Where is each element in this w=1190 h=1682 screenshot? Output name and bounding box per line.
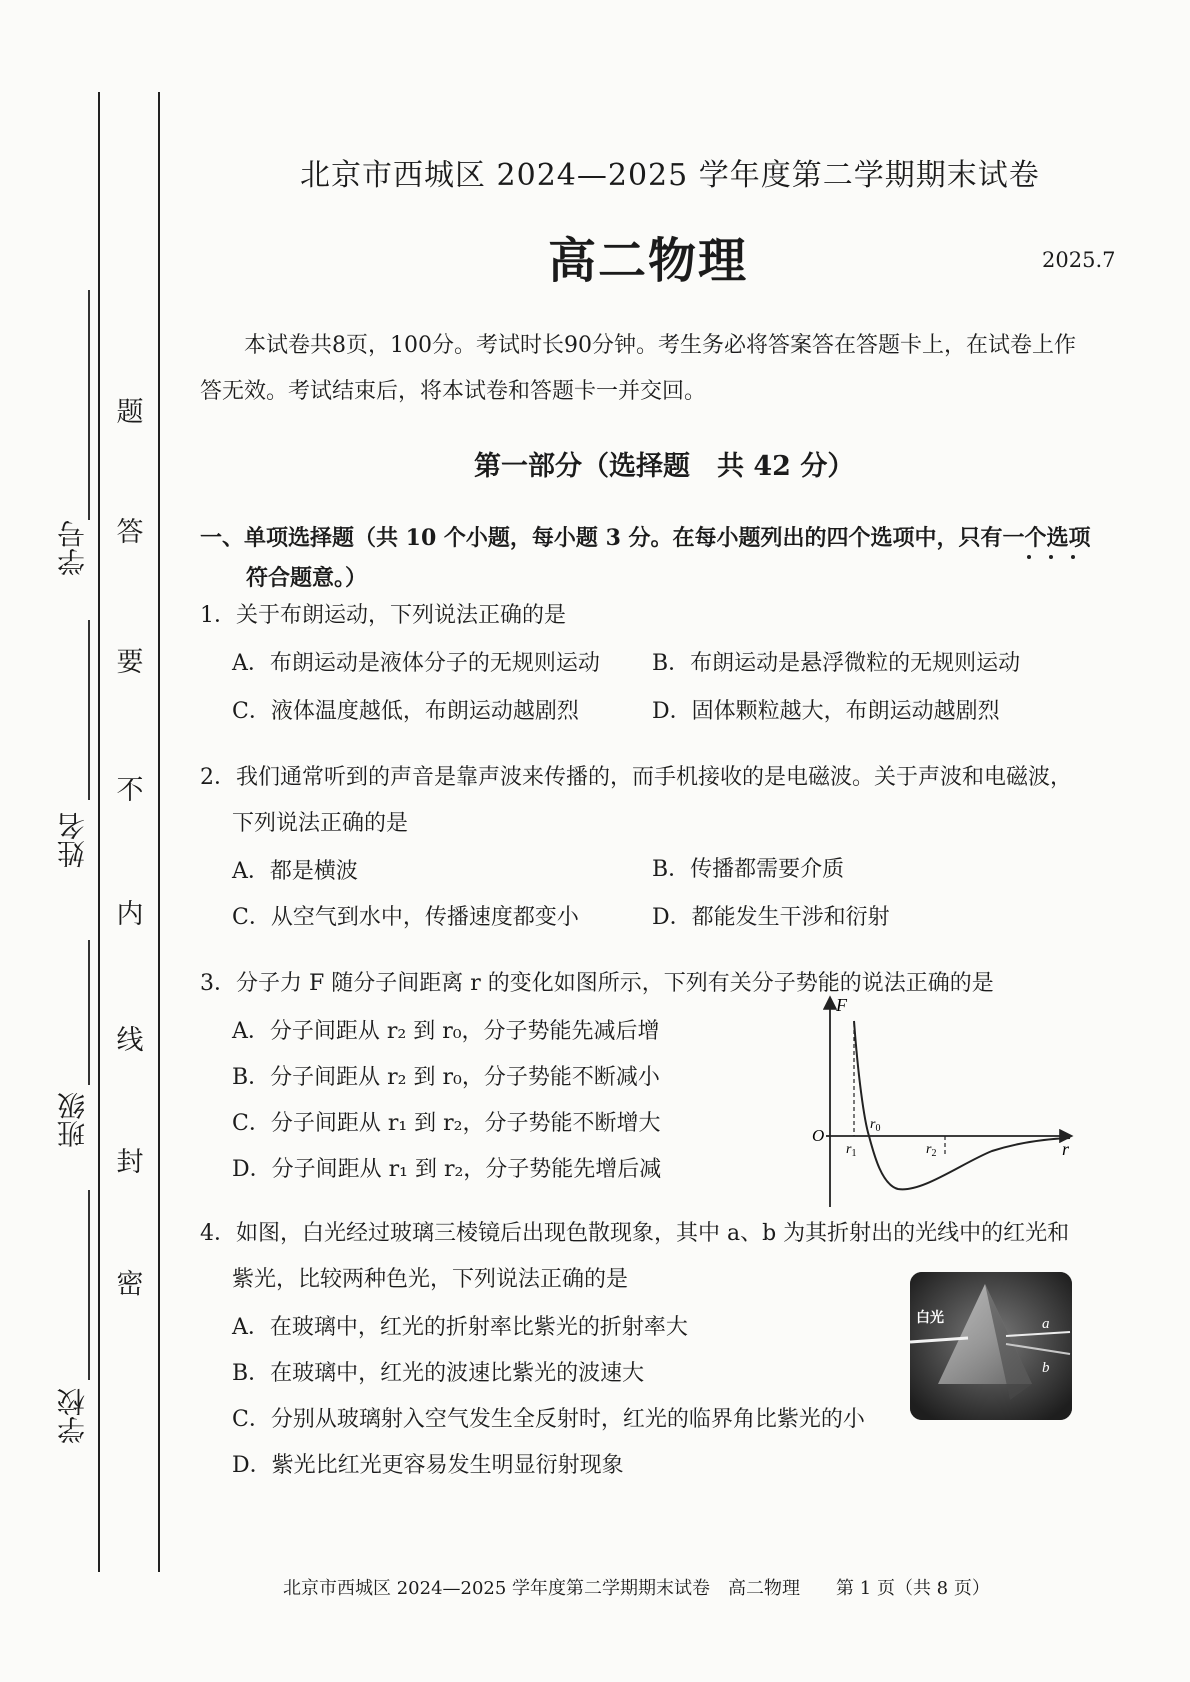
intro-line-2: 答无效。考试结束后，将本试卷和答题卡一并交回。 bbox=[200, 379, 707, 404]
question-4-option-d: D．紫光比红光更容易发生明显衍射现象 bbox=[232, 1453, 624, 1478]
question-3-option-d: D．分子间距从 r₁ 到 r₂，分子势能先增后减 bbox=[232, 1157, 662, 1182]
emphasis-dot bbox=[1027, 555, 1031, 559]
question-3-option-b: B．分子间距从 r₂ 到 r₀，分子势能不断减小 bbox=[232, 1065, 660, 1090]
question-2-stem: 2．我们通常听到的声音是靠声波来传播的，而手机接收的是电磁波。关于声波和电磁波， bbox=[200, 765, 1073, 790]
section-title: 第一部分（选择题 共 42 分） bbox=[474, 451, 855, 482]
seal-char-xian: 线 bbox=[116, 1025, 144, 1056]
question-4-option-b: B．在玻璃中，红光的波速比紫光的波速大 bbox=[232, 1361, 645, 1386]
ray-b-label: b bbox=[1042, 1360, 1050, 1376]
school-fill-line bbox=[88, 1190, 90, 1380]
question-3-option-c: C．分子间距从 r₁ 到 r₂，分子势能不断增大 bbox=[232, 1111, 661, 1136]
force-curve bbox=[854, 1021, 1070, 1189]
question-1-stem: 1．关于布朗运动，下列说法正确的是 bbox=[200, 603, 566, 628]
page-footer: 北京市西城区 2024—2025 学年度第二学期期末试卷 高二物理 第 1 页（共 8 页） bbox=[283, 1578, 990, 1599]
question-4-stem-cont: 紫光，比较两种色光，下列说法正确的是 bbox=[232, 1267, 629, 1292]
emphasis-dot bbox=[1071, 555, 1075, 559]
name-fill-line bbox=[88, 620, 90, 800]
x-axis-label: r bbox=[1062, 1139, 1070, 1159]
class-fill-line bbox=[88, 940, 90, 1085]
student-id-label: 学号 bbox=[56, 520, 89, 576]
question-1-option-a: A．布朗运动是液体分子的无规则运动 bbox=[232, 651, 600, 676]
question-3-option-a: A．分子间距从 r₂ 到 r₀，分子势能先减后增 bbox=[232, 1019, 660, 1044]
exam-date: 2025.7 bbox=[1042, 248, 1116, 272]
white-light-label: 白光 bbox=[916, 1310, 944, 1326]
part-heading-line-2: 符合题意。） bbox=[246, 565, 368, 591]
r0-label: $r_0$ bbox=[870, 1117, 881, 1134]
question-1-option-c: C．液体温度越低，布朗运动越剧烈 bbox=[232, 699, 579, 724]
intro-line-1: 本试卷共8页，100分。考试时长90分钟。考生务必将答案答在答题卡上，在试卷上作 bbox=[244, 333, 1076, 358]
question-2-option-b: B．传播都需要介质 bbox=[652, 857, 845, 882]
part-heading-line-1: 一、单项选择题（共 10 个小题，每小题 3 分。在每小题列出的四个选项中，只有一个选项 bbox=[200, 525, 1091, 551]
question-4-option-c: C．分别从玻璃射入空气发生全反射时，红光的临界角比紫光的小 bbox=[232, 1407, 865, 1432]
question-2-option-a: A．都是横波 bbox=[232, 859, 358, 884]
margin-line-outer bbox=[98, 92, 100, 1572]
question-3-stem: 3．分子力 F 随分子间距离 r 的变化如图所示，下列有关分子势能的说法正确的是 bbox=[200, 971, 994, 996]
force-distance-graph bbox=[812, 995, 1076, 1210]
emphasis-dot bbox=[1049, 555, 1053, 559]
seal-char-yao: 要 bbox=[116, 647, 144, 678]
origin-label: O bbox=[812, 1126, 825, 1145]
ray-a-label: a bbox=[1042, 1316, 1050, 1332]
seal-char-bu: 不 bbox=[116, 775, 144, 806]
y-axis-label: F bbox=[836, 995, 847, 1015]
r1-label: $r_1$ bbox=[846, 1142, 857, 1159]
seal-char-da: 答 bbox=[116, 517, 144, 548]
question-1-option-b: B．布朗运动是悬浮微粒的无规则运动 bbox=[652, 651, 1021, 676]
seal-char-nei: 内 bbox=[116, 899, 144, 930]
prism-dispersion-photo bbox=[910, 1272, 1072, 1420]
question-1-option-d: D．固体颗粒越大，布朗运动越剧烈 bbox=[652, 699, 1000, 724]
question-2-option-c: C．从空气到水中，传播速度都变小 bbox=[232, 905, 579, 930]
question-4-stem: 4．如图，白光经过玻璃三棱镜后出现色散现象，其中 a、b 为其折射出的光线中的红光和 bbox=[200, 1221, 1070, 1246]
question-2-option-d: D．都能发生干涉和衍射 bbox=[652, 905, 890, 930]
name-label: 姓名 bbox=[56, 812, 89, 868]
seal-char-ti: 题 bbox=[116, 397, 144, 428]
school-label: 学校 bbox=[56, 1388, 89, 1444]
student-id-fill-line bbox=[88, 290, 90, 520]
question-4-option-a: A．在玻璃中，红光的折射率比紫光的折射率大 bbox=[232, 1315, 688, 1340]
question-2-stem-cont: 下列说法正确的是 bbox=[232, 811, 409, 836]
exam-title: 北京市西城区 2024—2025 学年度第二学期期末试卷 bbox=[300, 158, 1040, 193]
seal-char-mi: 密 bbox=[116, 1269, 144, 1300]
r2-label: $r_2$ bbox=[926, 1142, 937, 1159]
class-label: 班级 bbox=[56, 1092, 89, 1148]
seal-char-feng: 封 bbox=[116, 1147, 144, 1178]
subject-title: 高二物理 bbox=[548, 233, 749, 289]
margin-line-inner bbox=[158, 92, 160, 1572]
